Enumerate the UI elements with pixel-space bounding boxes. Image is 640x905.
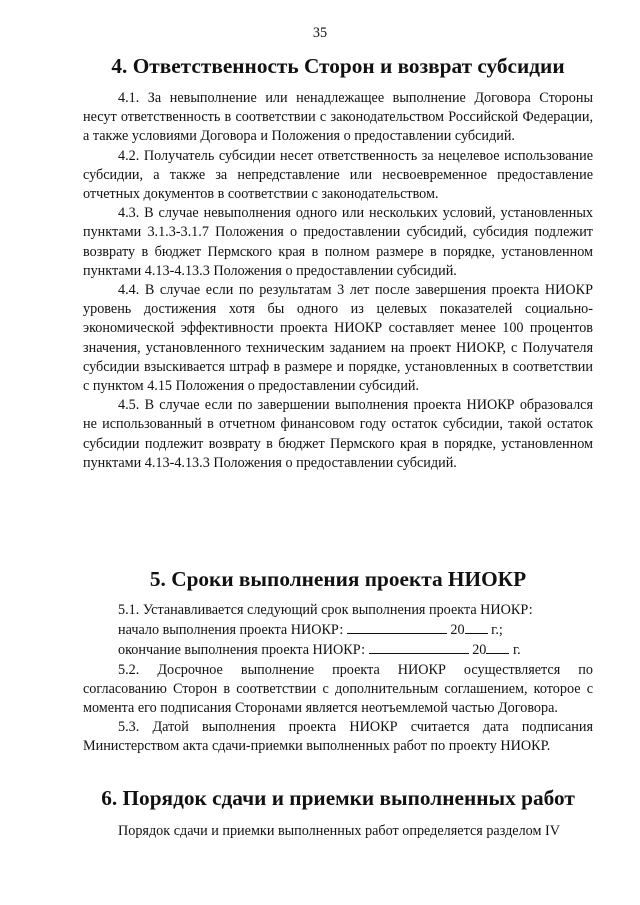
- paragraph-4-5: 4.5. В случае если по завершении выполнения проекта НИОКР образовался не использованный в отчетном финансовом году остаток субсидии, такой остаток субсидии подлежит возврату в бюджет Пермского края в порядке, установленном пунктами 4.13-4.13.3 Положения о предоставлении субсидий.: [83, 397, 593, 471]
- start-year-suffix: г.;: [491, 622, 503, 639]
- end-date-line: [83, 640, 593, 660]
- section-4-body: [83, 89, 593, 473]
- start-year-prefix: 20: [450, 622, 465, 639]
- paragraph-5-2: 5.2. Досрочное выполнение проекта НИОКР осуществляется по согласованию Сторон в соответствии с дополнительным соглашением, которое с момента его подписания Сторонами является неотъемлемой частью Договора.: [83, 661, 593, 717]
- end-year-suffix: г.: [512, 642, 521, 659]
- start-date-blank: [347, 620, 447, 634]
- paragraph-4-3: 4.3. В случае невыполнения одного или нескольких условий, установленных пунктами 3.1.3-3.1.7 Положения о предоставлении субсидий, субсидия подлежит возврату в бюджет Пермского края в полном размере в порядке, установленном пунктами 4.13-4.13.3 Положения о предоставлении субсидий.: [83, 205, 593, 279]
- paragraph-6-1: Порядок сдачи и приемки выполненных работ определяется разделом IV: [118, 823, 560, 839]
- section-5-body: [83, 601, 593, 757]
- paragraph-5-3: 5.3. Датой выполнения проекта НИОКР считается дата подписания Министерством акта сдачи-приемки выполненных работ по проекту НИОКР.: [83, 719, 593, 755]
- paragraph-5-1: 5.1. Устанавливается следующий срок выполнения проекта НИОКР:: [118, 602, 533, 618]
- end-year-prefix: 20: [472, 642, 487, 659]
- section-5-heading: 5. Сроки выполнения проекта НИОКР: [149, 567, 527, 591]
- page-number: 35: [312, 25, 328, 41]
- section-6-body: [83, 822, 593, 841]
- end-year-blank: [486, 640, 509, 654]
- start-year-blank: [465, 620, 488, 634]
- section-6-heading: 6. Порядок сдачи и приемки выполненных работ: [101, 786, 575, 810]
- start-date-label: начало выполнения проекта НИОКР:: [118, 622, 344, 639]
- paragraph-4-2: 4.2. Получатель субсидии несет ответственность за нецелевое использование субсидии, а также за непредставление или несвоевременное предоставление отчетных документов в соответствии с законодательством.: [83, 147, 593, 203]
- end-date-label: окончание выполнения проекта НИОКР:: [118, 642, 366, 659]
- start-date-line: [83, 620, 593, 640]
- paragraph-4-4: 4.4. В случае если по результатам 3 лет после завершения проекта НИОКР уровень достижения хотя бы одного из целевых показателей социально-экономической эффективности проекта НИОКР составляет менее 100 процентов значения, установленного техническим заданием на проект НИОКР, с Получателя субсидии взыскивается штраф в размере и порядке, установленных в соответствии с пунктом 4.15 Положения о предоставлении субсидий.: [83, 282, 593, 395]
- paragraph-4-1: 4.1. За невыполнение или ненадлежащее выполнение Договора Стороны несут ответственность в соответствии с законодательством Российской Федерации, а также условиями Договора и Положения о предоставлении субсидий.: [83, 90, 593, 145]
- end-date-blank: [369, 640, 469, 654]
- section-4-heading: 4. Ответственность Сторон и возврат субсидии: [111, 54, 565, 78]
